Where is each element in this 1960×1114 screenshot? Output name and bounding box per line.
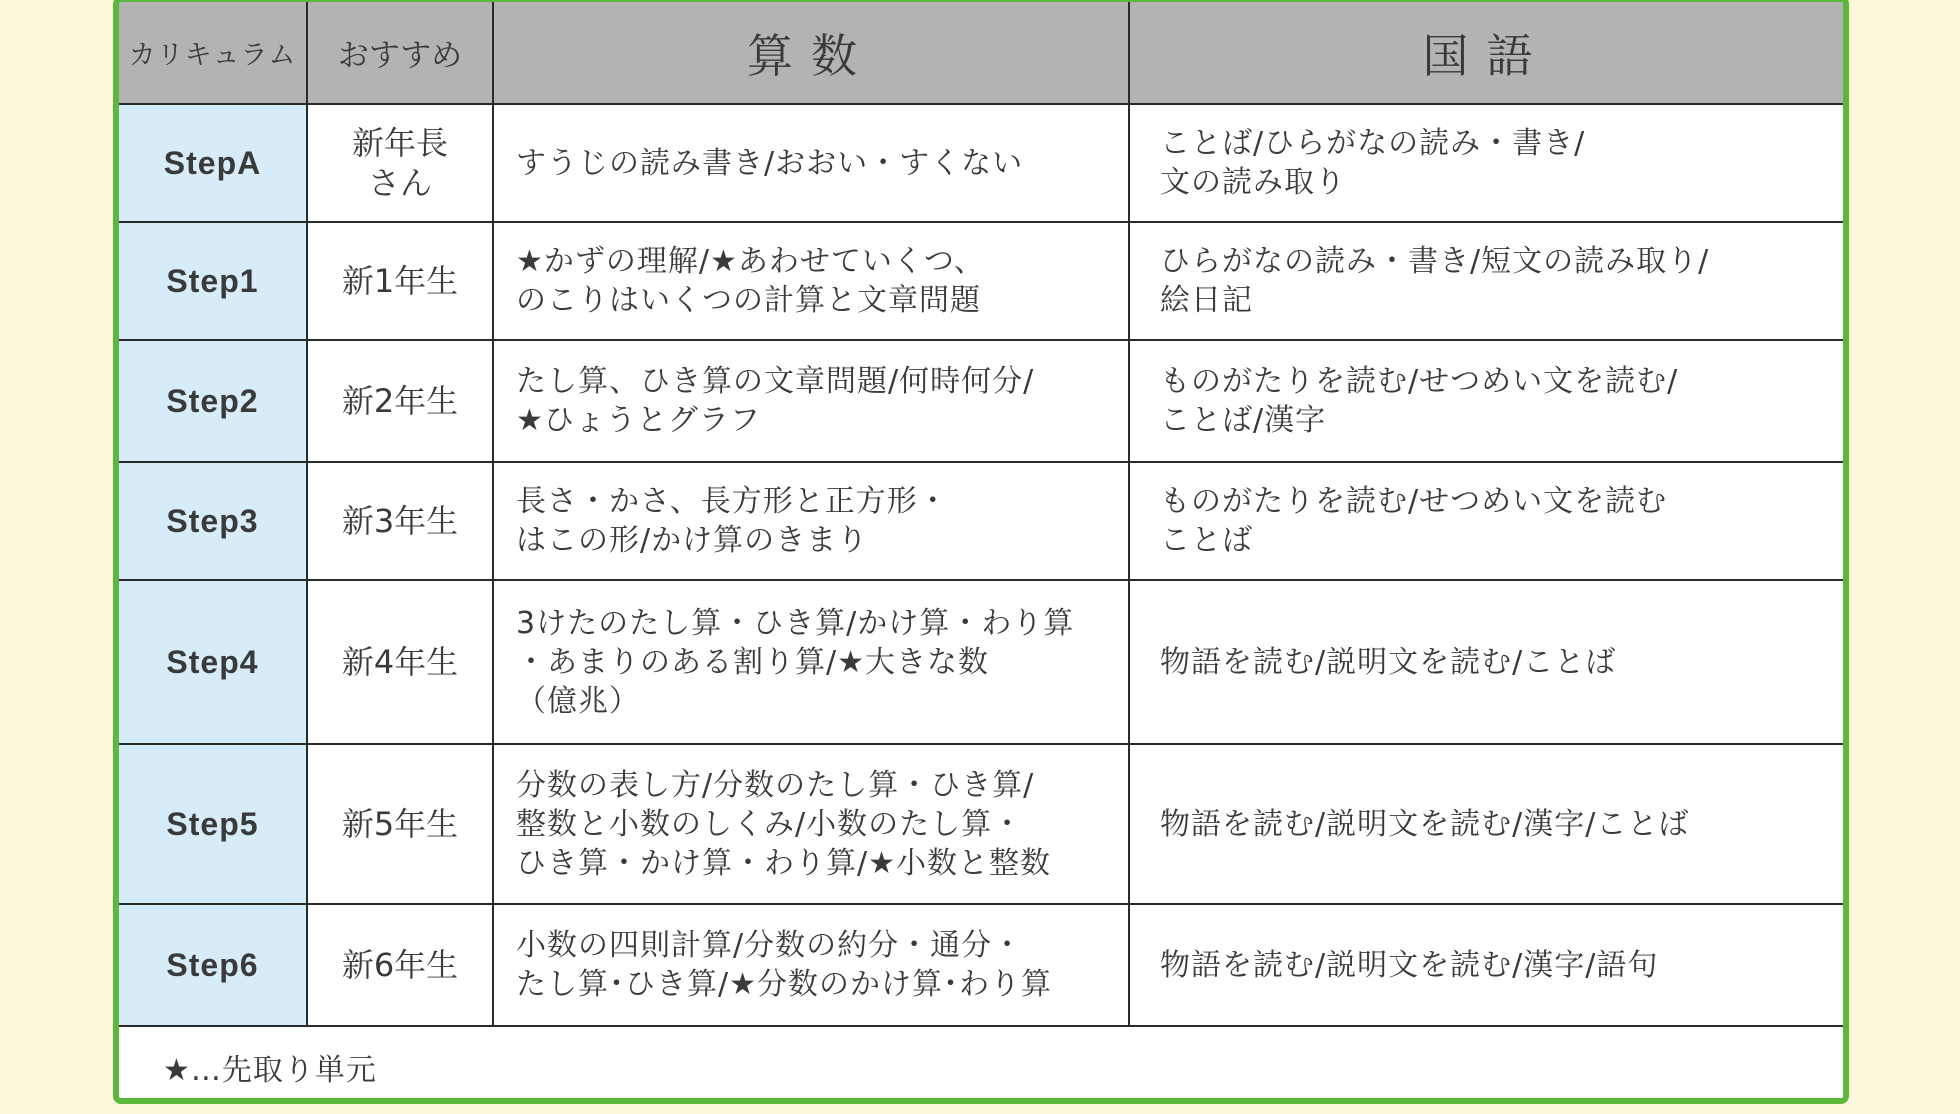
step-label: StepA	[119, 104, 307, 222]
math-content: たし算、ひき算の文章問題/何時何分/ ★ひょうとグラフ	[493, 340, 1129, 462]
japanese-content: ものがたりを読む/せつめい文を読む ことば	[1129, 462, 1843, 580]
grade-label: 新3年生	[307, 462, 493, 580]
step-label: Step4	[119, 580, 307, 744]
header-math: 算数	[493, 2, 1129, 104]
japanese-content: 物語を読む/説明文を読む/ことば	[1129, 580, 1843, 744]
japanese-content: 物語を読む/説明文を読む/漢字/語句	[1129, 904, 1843, 1026]
step-label: Step6	[119, 904, 307, 1026]
grade-label: 新1年生	[307, 222, 493, 340]
advance-unit-note: ★…先取り単元	[119, 1026, 1843, 1104]
step-label: Step2	[119, 340, 307, 462]
header-japanese: 国語	[1129, 2, 1843, 104]
grade-label: 新5年生	[307, 744, 493, 904]
step-label: Step5	[119, 744, 307, 904]
header-curriculum: カリキュラム	[119, 2, 307, 104]
header-recommended: おすすめ	[307, 2, 493, 104]
grade-label: 新2年生	[307, 340, 493, 462]
math-content: 小数の四則計算/分数の約分・通分・ たし算･ひき算/★分数のかけ算･わり算	[493, 904, 1129, 1026]
table-row	[119, 340, 1843, 462]
header-row	[119, 2, 1843, 104]
japanese-content: 物語を読む/説明文を読む/漢字/ことば	[1129, 744, 1843, 904]
math-content: すうじの読み書き/おおい・すくない	[493, 104, 1129, 222]
japanese-content: ものがたりを読む/せつめい文を読む/ ことば/漢字	[1129, 340, 1843, 462]
grade-label: 新6年生	[307, 904, 493, 1026]
note-row	[119, 1026, 1843, 1104]
table-row	[119, 904, 1843, 1026]
math-content: 分数の表し方/分数のたし算・ひき算/ 整数と小数のしくみ/小数のたし算・ ひき算・かけ算・わり算/★小数と整数	[493, 744, 1129, 904]
math-content: 長さ・かさ、長方形と正方形・ はこの形/かけ算のきまり	[493, 462, 1129, 580]
curriculum-frame	[113, 0, 1849, 1104]
step-label: Step1	[119, 222, 307, 340]
table-row	[119, 222, 1843, 340]
math-content: 3けたのたし算・ひき算/かけ算・わり算 ・あまりのある割り算/★大きな数 （億兆）	[493, 580, 1129, 744]
step-label: Step3	[119, 462, 307, 580]
grade-label: 新年長 さん	[307, 104, 493, 222]
math-content: ★かずの理解/★あわせていくつ、 のこりはいくつの計算と文章問題	[493, 222, 1129, 340]
japanese-content: ひらがなの読み・書き/短文の読み取り/ 絵日記	[1129, 222, 1843, 340]
table-row	[119, 580, 1843, 744]
grade-label: 新4年生	[307, 580, 493, 744]
japanese-content: ことば/ひらがなの読み・書き/ 文の読み取り	[1129, 104, 1843, 222]
table-row	[119, 744, 1843, 904]
curriculum-table	[119, 2, 1843, 1104]
table-row	[119, 104, 1843, 222]
table-row	[119, 462, 1843, 580]
